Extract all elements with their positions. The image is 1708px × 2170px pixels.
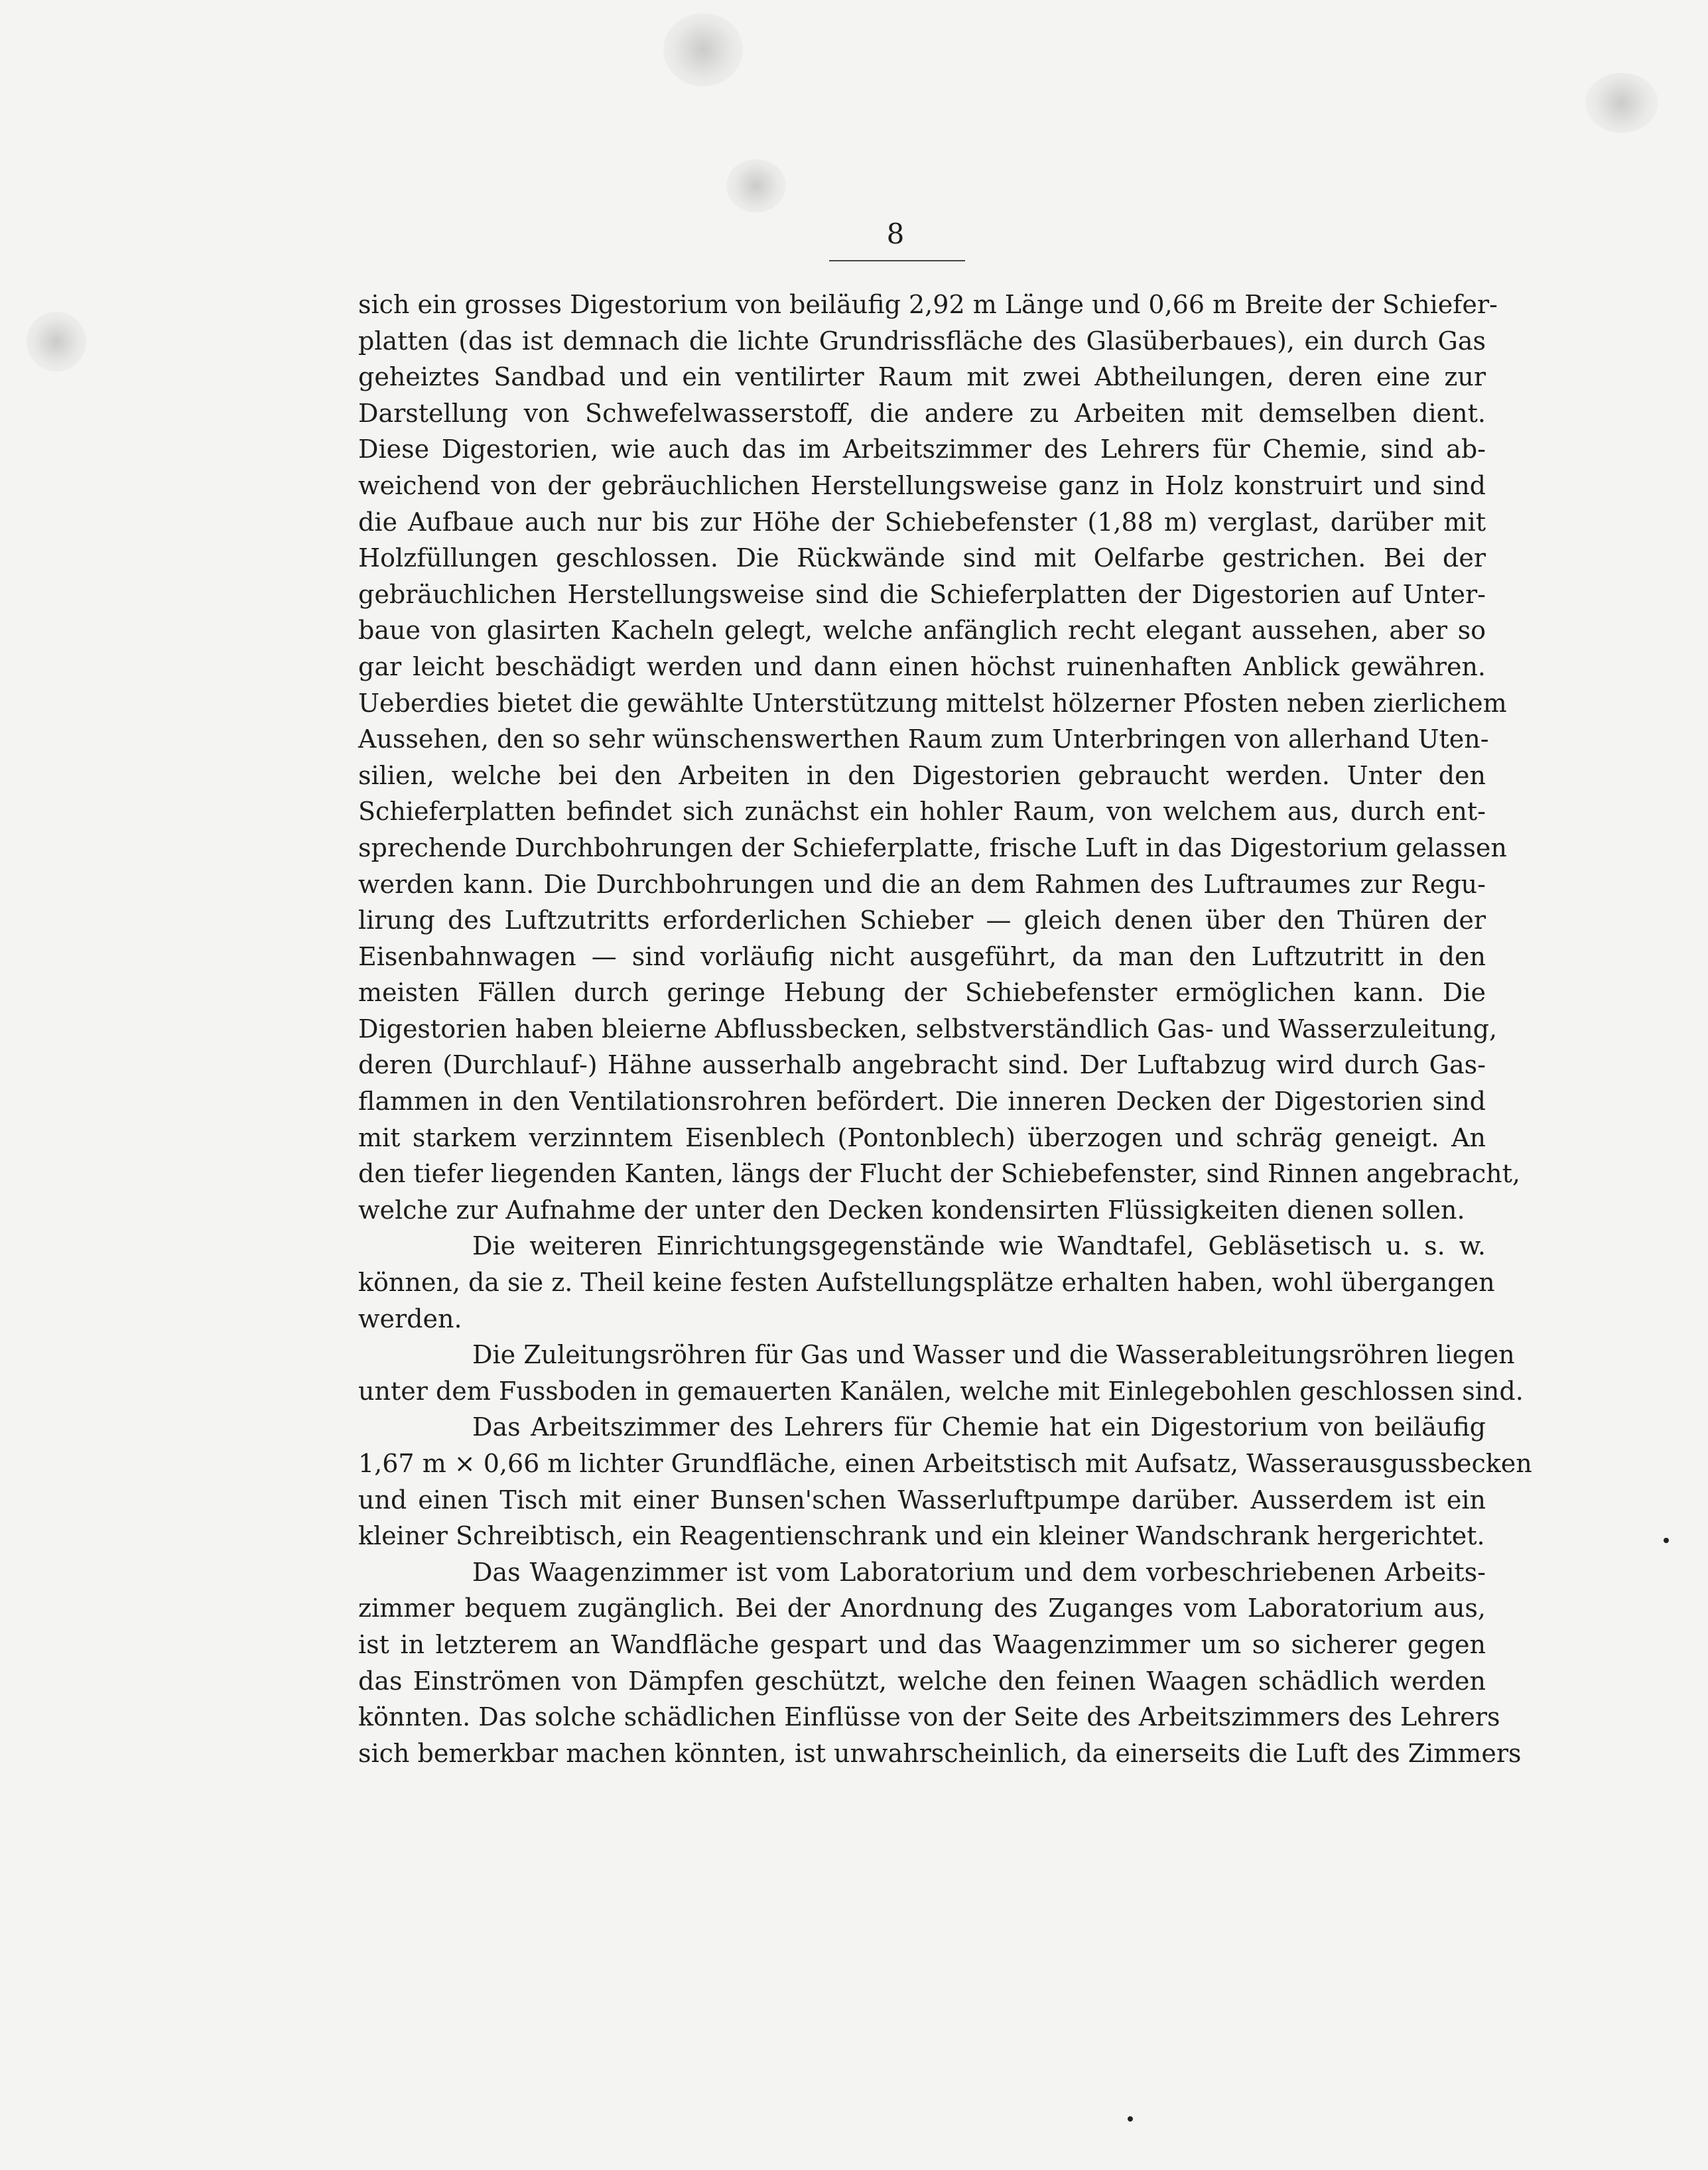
body-text (358, 287, 1532, 1771)
text-line: flammen in den Ventilationsrohren befördert. Die inneren Decken der Digestorien sind (358, 1087, 1486, 1117)
scan-blot (663, 13, 743, 86)
paragraph (358, 287, 1520, 1228)
text-line: Das Arbeitszimmer des Lehrers für Chemie hat ein Digestorium von beiläufig (472, 1412, 1486, 1442)
paragraph (358, 1337, 1524, 1409)
text-line: die Aufbaue auch nur bis zur Höhe der Schiebefenster (1,88 m) verglast, darüber mit (358, 507, 1486, 537)
text-line: mit starkem verzinntem Eisenblech (Pontonblech) überzogen und schräg geneigt. An (358, 1122, 1486, 1152)
text-line: gar leicht beschädigt werden und dann einen höchst ruinenhaften Anblick gewähren. (358, 651, 1486, 681)
text-line: sich bemerkbar machen könnten, ist unwahrscheinlich, da einerseits die Luft des Zimmers (358, 1738, 1522, 1768)
text-line: unter dem Fussboden in gemauerten Kanälen, welche mit Einlegebohlen geschlossen sind. (358, 1376, 1524, 1406)
text-line: Digestorien haben bleierne Abflussbecken, selbstverständlich Gas- und Wasserzuleitung, (358, 1014, 1498, 1044)
text-line: Die weiteren Einrichtungsgegenstände wie Wandtafel, Gebläsetisch u. s. w. (472, 1231, 1486, 1261)
text-line: Aussehen, den so sehr wünschenswerthen Raum zum Unterbringen von allerhand Uten- (358, 724, 1489, 754)
text-line: Darstellung von Schwefelwasserstoff, die andere zu Arbeiten mit demselben dient. (358, 398, 1486, 428)
text-line: gebräuchlichen Herstellungsweise sind die Schieferplatten der Digestorien auf Unter- (358, 579, 1486, 609)
text-line: sich ein grosses Digestorium von beiläufig 2,92 m Länge und 0,66 m Breite der Schiefer- (358, 290, 1498, 319)
scan-speck (1128, 2116, 1133, 2122)
paragraph (358, 1409, 1532, 1554)
text-line: Die Zuleitungsröhren für Gas und Wasser und die Wasserableitungsröhren liegen (472, 1340, 1515, 1370)
text-line: Holzfüllungen geschlossen. Die Rückwände sind mit Oelfarbe gestrichen. Bei der (358, 543, 1486, 573)
text-line: sprechende Durchbohrungen der Schieferplatte, frische Luft in das Digestorium gelassen (358, 833, 1507, 862)
text-line: silien, welche bei den Arbeiten in den Digestorien gebraucht werden. Unter den (358, 760, 1486, 790)
text-line: das Einströmen von Dämpfen geschützt, welche den feinen Waagen schädlich werden (358, 1666, 1486, 1696)
text-line: den tiefer liegenden Kanten, längs der Flucht der Schiebefenster, sind Rinnen angebracht, (358, 1159, 1520, 1189)
text-line: werden kann. Die Durchbohrungen und die an dem Rahmen des Luftraumes zur Regu- (358, 869, 1486, 899)
text-line: Ueberdies bietet die gewählte Unterstützung mittelst hölzerner Pfosten neben zierlichem (358, 688, 1507, 718)
text-line: weichend von der gebräuchlichen Herstellungsweise ganz in Holz konstruirt und sind (358, 470, 1486, 500)
text-line: und einen Tisch mit einer Bunsen'schen Wasserluftpumpe darüber. Ausserdem ist ein (358, 1485, 1486, 1515)
header-rule (829, 260, 965, 261)
scan-speck (1664, 1538, 1669, 1543)
text-line: meisten Fällen durch geringe Hebung der Schiebefenster ermöglichen kann. Die (358, 978, 1486, 1008)
text-line: zimmer bequem zugänglich. Bei der Anordnung des Zuganges vom Laboratorium aus, (358, 1594, 1486, 1623)
text-line: Eisenbahnwagen — sind vorläufig nicht ausgeführt, da man den Luftzutritt in den (358, 941, 1486, 971)
scan-blot (726, 159, 786, 212)
paragraph (358, 1228, 1495, 1337)
paragraph (358, 1554, 1522, 1772)
page-number: 8 (886, 218, 905, 250)
text-line: kleiner Schreibtisch, ein Reagentienschrank und ein kleiner Wandschrank hergerichtet. (358, 1521, 1485, 1551)
text-line: geheiztes Sandbad und ein ventilirter Raum mit zwei Abtheilungen, deren eine zur (358, 362, 1486, 392)
scan-blot (27, 312, 86, 372)
text-line: Schieferplatten befindet sich zunächst ein hohler Raum, von welchem aus, durch ent- (358, 797, 1486, 827)
text-line: platten (das ist demnach die lichte Grundrissfläche des Glasüberbaues), ein durch Gas (358, 326, 1486, 356)
text-line: könnten. Das solche schädlichen Einflüsse von der Seite des Arbeitszimmers des Lehrers (358, 1702, 1500, 1732)
text-line: 1,67 m × 0,66 m lichter Grundfläche, einen Arbeitstisch mit Aufsatz, Wasserausgussbecken (358, 1449, 1532, 1478)
text-line: Diese Digestorien, wie auch das im Arbeitszimmer des Lehrers für Chemie, sind ab- (358, 435, 1486, 464)
text-line: werden. (358, 1304, 462, 1333)
scan-blot (1585, 73, 1658, 133)
text-line: ist in letzterem an Wandfläche gespart und das Waagenzimmer um so sicherer gegen (358, 1629, 1486, 1659)
text-line: baue von glasirten Kacheln gelegt, welche anfänglich recht elegant aussehen, aber so (358, 616, 1486, 645)
text-line: deren (Durchlauf-) Hähne ausserhalb angebracht sind. Der Luftabzug wird durch Gas- (358, 1050, 1486, 1080)
text-line: Das Waagenzimmer ist vom Laboratorium und dem vorbeschriebenen Arbeits- (472, 1557, 1486, 1587)
text-line: lirung des Luftzutritts erforderlichen Schieber — gleich denen über den Thüren der (358, 906, 1486, 935)
text-line: welche zur Aufnahme der unter den Decken kondensirten Flüssigkeiten dienen sollen. (358, 1195, 1465, 1225)
text-line: können, da sie z. Theil keine festen Aufstellungsplätze erhalten haben, wohl übergangen (358, 1268, 1495, 1298)
